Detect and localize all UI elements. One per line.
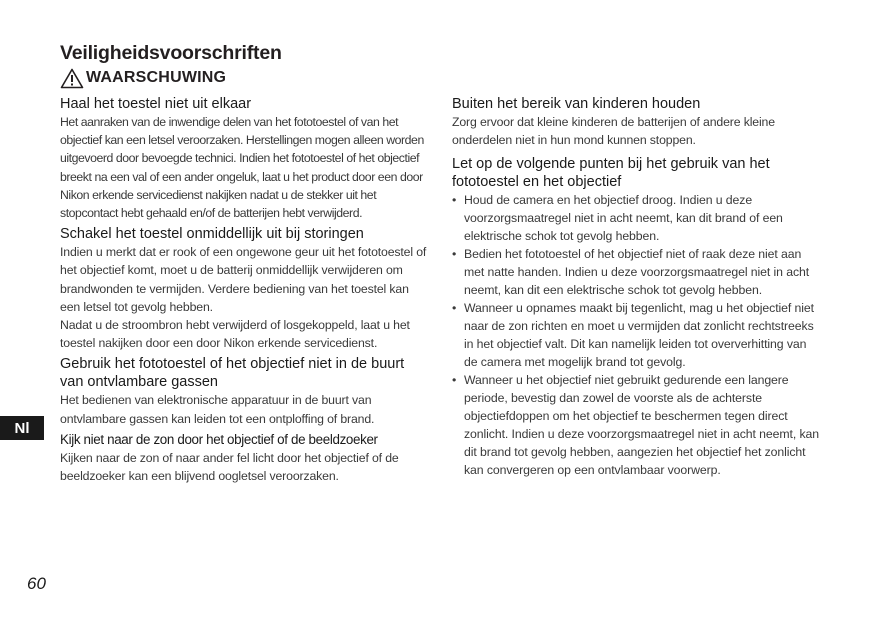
list-item: • Bedien het fototoestel of het objectief niet of raak deze niet aan met natte handen. Indien u deze voorzorgsmaatregel niet in acht neemt, kan dit een elektrische schok tot gevolg hebben. bbox=[452, 245, 822, 299]
section-heading: Let op de volgende punten bij het gebruik van het fototoestel en het objectief bbox=[452, 156, 770, 191]
page-number: 60 bbox=[27, 574, 46, 593]
list-item: • Houd de camera en het objectief droog. Indien u deze voorzorgsmaatregel niet in acht neemt, kan dit brand of een elektrische schok tot gevolg hebben. bbox=[452, 191, 822, 245]
section-heading: Gebruik het fototoestel of het objectief niet in de buurt van ontvlambare gassen bbox=[60, 356, 405, 391]
list-item: • Wanneer u opnames maakt bij tegenlicht, mag u het objectief niet naar de zon richten en moet u vermijden dat zonlicht rechtstreeks in het objectief valt. Dit kan namelijk leiden tot oververhitting van de camera met mogelijk brand tot gevolg. bbox=[452, 299, 822, 371]
list-item: • Wanneer u het objectief niet gebruikt gedurende een langere periode, bevestig dan zowel de voorste als de achterste objectiefdoppen om het objectief te beschermen tegen direct zonlicht. Indien u deze voorzorgsmaatregel niet in acht neemt, kan dit brand tot gevolg hebben, aangezien het objectief het zonlicht kan convergeren op een ontvlambaar voorwerp. bbox=[452, 371, 822, 479]
left-column bbox=[60, 95, 428, 485]
page-title: Veiligheidsvoorschriften bbox=[60, 42, 282, 64]
section-paragraph: Zorg ervoor dat kleine kinderen de batterijen of andere kleine onderdelen niet in hun mond kunnen stoppen. bbox=[452, 115, 775, 148]
section-paragraph: Indien u merkt dat er rook of een ongewone geur uit het fototoestel of het objectief komt, moet u de batterij onmiddellijk verwijderen om brandwonden te vermijden. Verdere bediening van het toestel kan een letsel tot gevolg hebben. bbox=[60, 245, 427, 314]
right-column bbox=[452, 95, 822, 479]
section-heading: Buiten het bereik van kinderen houden bbox=[452, 96, 701, 112]
section-heading: Kijk niet naar de zon door het objectief of de beeldzoeker bbox=[60, 431, 378, 447]
section-paragraph: Het bedienen van elektronische apparatuur in de buurt van ontvlambare gassen kan leiden tot een ontploffing of brand. bbox=[60, 393, 375, 426]
language-tab: Nl bbox=[0, 416, 44, 440]
section-paragraph: Nadat u de stroombron hebt verwijderd of losgekoppeld, laat u het toestel nakijken door een door Nikon erkende servicedienst. bbox=[60, 318, 410, 351]
section-paragraph: Kijken naar de zon of naar ander fel licht door het objectief of de beeldzoeker kan een blijvend oogletsel veroorzaken. bbox=[60, 450, 399, 484]
section-heading: Schakel het toestel onmiddellijk uit bij storingen bbox=[60, 226, 364, 243]
section-heading: Haal het toestel niet uit elkaar bbox=[60, 96, 252, 112]
warning-heading bbox=[60, 67, 226, 89]
bullet-list bbox=[452, 191, 822, 479]
warning-label: WAARSCHUWING bbox=[86, 69, 227, 86]
section-paragraph: Het aanraken van de inwendige delen van het fototoestel of van het objectief kan een letsel veroorzaken. Herstellingen mogen alleen worden uitgevoerd door bevoegde technici. Indien het fototoestel of het objectief breekt na een val of een ander ongeluk, laat u het product door een door Nikon erkende servicedienst nakijken nadat u de stekker uit het stopcontact hebt gehaald en/of de batterijen hebt verwijderd. bbox=[60, 115, 424, 221]
warning-triangle-icon bbox=[60, 68, 84, 89]
